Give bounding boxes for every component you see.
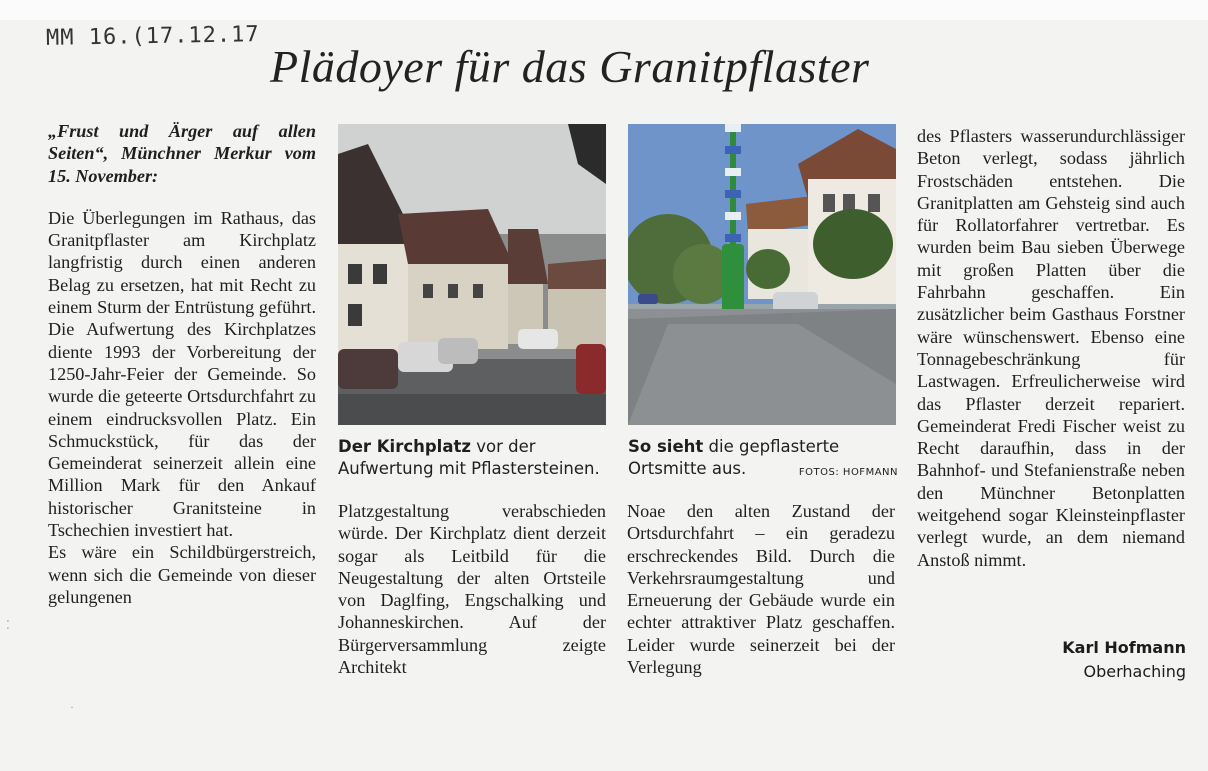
column-1-paragraph-1: Die Überlegungen im Rathaus, das Granitpflaster am Kirchplatz langfristig durch einen anderen Belag zu ersetzen, hat mit Recht zu einem Sturm der Entrüstung geführt. Die Aufwertung des Kirchplatzes diente 1993 der Vorbereitung der 1250-Jahr-Feier der Gemeinde. So wurde die geteerte Ortsdurchfahrt zu einem eindrucksvollen Platz. Ein Schmuckstück, für das der Gemeinderat seinerzeit allein eine Million Mark für den Ankauf historischer Granitsteine in Tschechien investiert hat. bbox=[48, 207, 316, 541]
scan-speck: · bbox=[70, 700, 74, 714]
caption-2-text: die gepflasterte Ortsmitte aus. bbox=[628, 437, 840, 478]
photo-caption-1 bbox=[338, 436, 608, 480]
photo-kirchplatz-before-image bbox=[338, 124, 606, 425]
column-3 bbox=[627, 500, 895, 678]
column-4 bbox=[917, 125, 1185, 571]
photo-credit: FOTOS: HOFMANN bbox=[798, 467, 898, 478]
handwritten-note: MM 16.(17.12.17 bbox=[45, 22, 260, 51]
author-place: Oberhaching bbox=[1083, 662, 1186, 681]
photo-ortsmitte-after bbox=[628, 124, 896, 425]
column-1 bbox=[48, 120, 316, 608]
column-1-paragraph-2: Es wäre ein Schildbürgerstreich, wenn sich die Gemeinde von dieser gelungenen bbox=[48, 542, 316, 607]
headline: Plädoyer für das Granitpflaster bbox=[270, 41, 870, 92]
column-2 bbox=[338, 500, 606, 678]
photo-caption-2 bbox=[628, 436, 898, 484]
scan-top-margin bbox=[0, 0, 1208, 20]
photo-kirchplatz-before bbox=[338, 124, 606, 425]
author-signature bbox=[1062, 636, 1186, 684]
caption-1-bold: Der Kirchplatz bbox=[338, 437, 471, 456]
caption-1-text: vor der Aufwertung mit Pflastersteinen. bbox=[338, 437, 600, 478]
column-4-text: des Pflasters wasserundurchlässiger Beton verlegt, sodass jährlich Frostschäden entstehen. Die Granitplatten am Gehsteig sind auch für Rollatorfahrer vertretbar. Es wurden beim Bau sieben Überwege mit großen Platten über die Fahrbahn geschaffen. Ein zusätzlicher beim Gasthaus Forstner wäre wünschenswert. Ebenso eine Tonnagebeschränkung für Lastwagen. Erfreulicherweise wird das Pflaster derzeit repariert. Gemeinderat Fredi Fischer weist zu Recht daraufhin, dass in der Bahnhof- und Stefanienstraße neben den Münchner Betonplatten weitgehend sogar Kleinsteinpflaster verlegt wurde, an dem niemand Anstoß nimmt. bbox=[917, 126, 1185, 570]
reference-line: „Frust und Ärger auf allen Seiten“, Münchner Merkur vom 15. November: bbox=[48, 121, 316, 186]
column-3-text: Noae den alten Zustand der Ortsdurchfahrt – ein geradezu erschreckendes Bild. Durch die Verkehrsraumgestaltung und Erneuerung der Gebäude wurde ein echter attraktiver Platz geschaffen. Leider wurde seinerzeit bei der Verlegung bbox=[627, 501, 895, 678]
photo-ortsmitte-after-image bbox=[628, 124, 896, 425]
scan-speck: ⁚ bbox=[6, 618, 10, 632]
caption-2-bold: So sieht bbox=[628, 437, 704, 456]
column-2-text: Platzgestaltung verabschieden würde. Der Kirchplatz dient derzeit sogar als Leitbild für die Neugestaltung der alten Ortsteile von Daglfing, Engschalking und Johanneskirchen. Auf der Bürgerversammlung zeigte Architekt bbox=[338, 501, 606, 678]
author-name: Karl Hofmann bbox=[1062, 638, 1186, 657]
